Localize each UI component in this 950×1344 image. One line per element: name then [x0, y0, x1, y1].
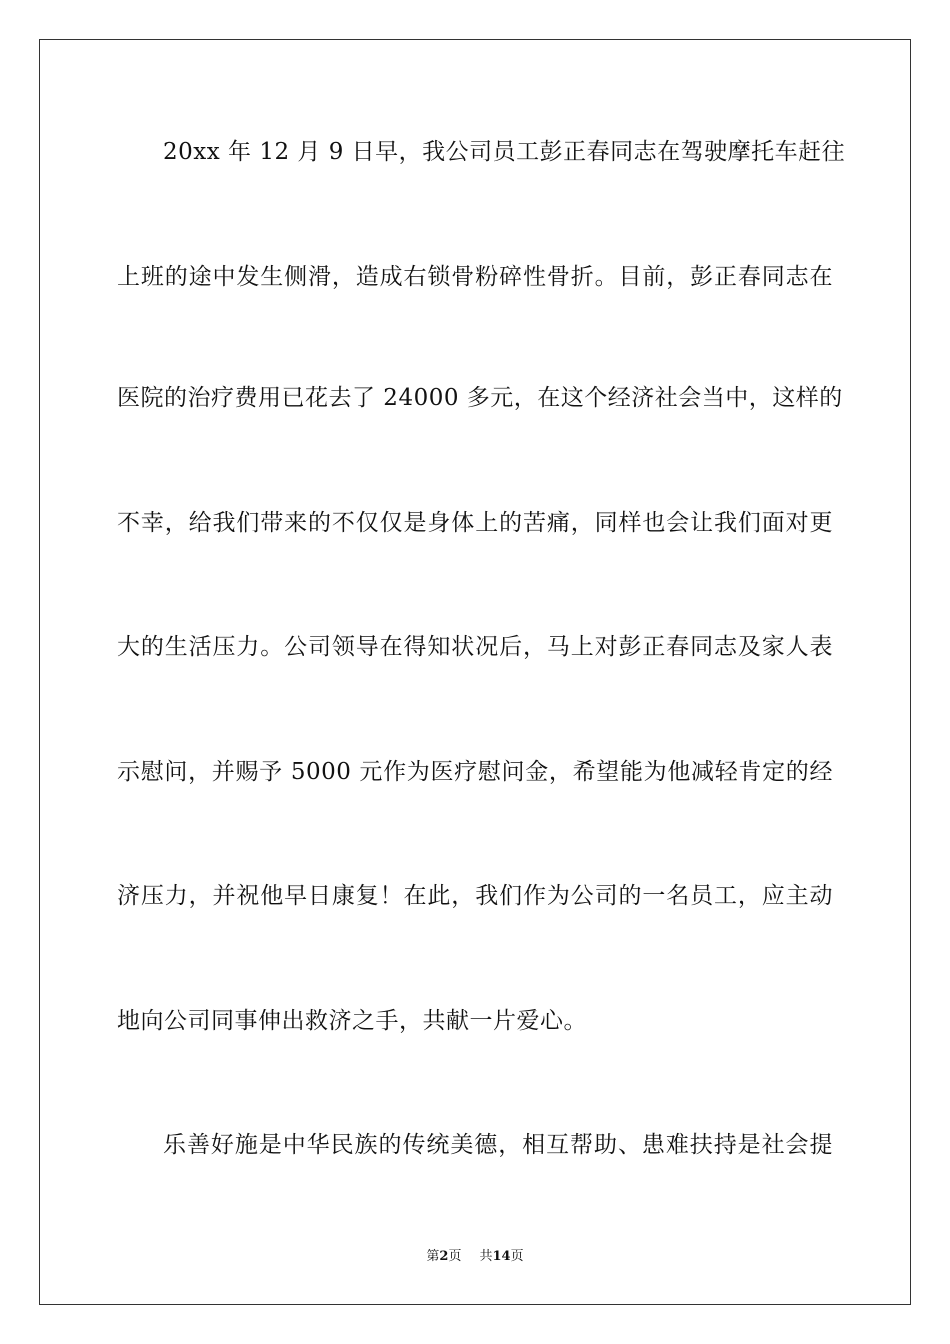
- paragraph-1-line-5: 大的生活压力。公司领导在得知状况后，马上对彭正春同志及家人表: [117, 634, 833, 660]
- footer-total-unit: 页: [510, 1249, 524, 1264]
- paragraph-2-line-1: 乐善好施是中华民族的传统美德，相互帮助、患难扶持是社会提: [163, 1132, 833, 1158]
- footer-page-current: 2: [439, 1249, 449, 1264]
- paragraph-1-line-4: 不幸，给我们带来的不仅仅是身体上的苦痛，同样也会让我们面对更: [117, 510, 833, 536]
- paragraph-1-line-2: 上班的途中发生侧滑，造成右锁骨粉碎性骨折。目前，彭正春同志在: [117, 264, 833, 290]
- page-footer: [0, 1248, 950, 1266]
- footer-page-unit: 页: [448, 1249, 462, 1264]
- footer-page-total: 14: [492, 1249, 511, 1264]
- footer-page-prefix: 第: [426, 1249, 440, 1264]
- paragraph-1-line-6: 示慰问，并赐予 5000 元作为医疗慰问金，希望能为他减轻肯定的经: [117, 759, 833, 785]
- paragraph-1-line-3: 医院的治疗费用已花去了 24000 多元，在这个经济社会当中，这样的: [117, 385, 843, 411]
- footer-total-prefix: 共: [479, 1249, 493, 1264]
- paragraph-1-line-7: 济压力，并祝他早日康复！在此，我们作为公司的一名员工，应主动: [117, 883, 833, 909]
- paragraph-1-line-1: 20xx 年 12 月 9 日早，我公司员工彭正春同志在驾驶摩托车赶往: [163, 139, 846, 165]
- paragraph-1-line-8: 地向公司同事伸出救济之手，共献一片爱心。: [117, 1008, 587, 1034]
- page-border: [39, 39, 911, 1305]
